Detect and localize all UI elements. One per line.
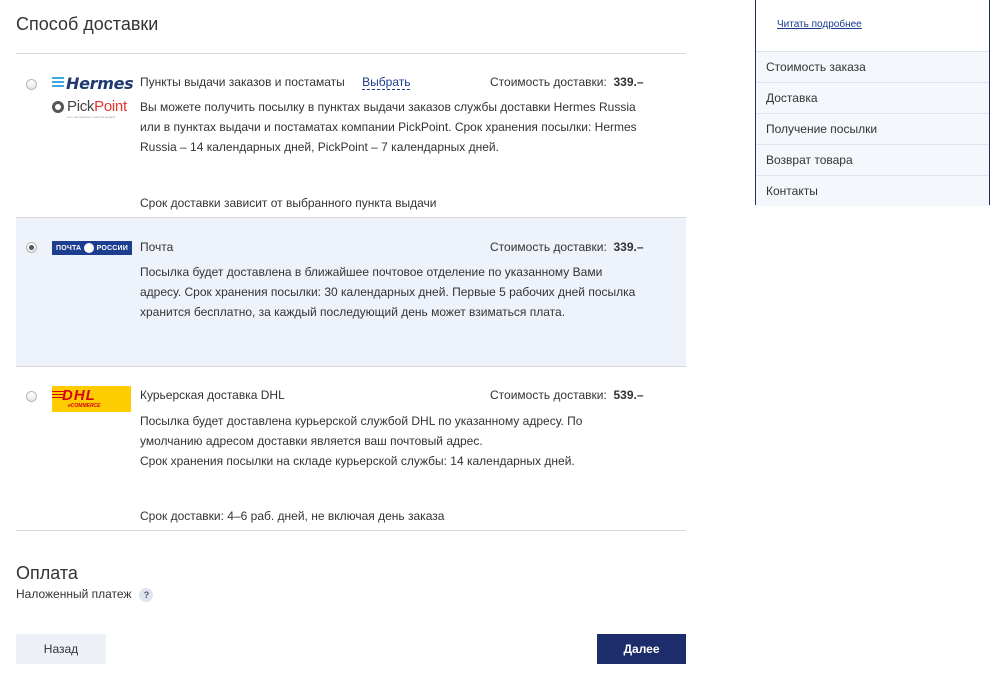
info-sidebar: [755, 0, 990, 205]
sidebar-item-returns[interactable]: Возврат товара: [756, 144, 989, 175]
option-name: Пункты выдачи заказов и постаматы: [140, 75, 345, 89]
divider: [16, 530, 686, 531]
option-title-pickup-points: [140, 75, 410, 89]
delivery-cost: Стоимость доставки: 339.–: [490, 75, 644, 89]
hermes-logo: Hermes: [52, 74, 132, 92]
delivery-cost: Стоимость доставки: 339.–: [490, 240, 644, 254]
radio-pickup-points[interactable]: [26, 79, 37, 90]
help-icon[interactable]: ?: [139, 588, 153, 602]
payment-method: Наложенный платеж ?: [16, 587, 153, 602]
delivery-cost: Стоимость доставки: 539.–: [490, 388, 644, 402]
option-title-dhl: Курьерская доставка DHL: [140, 388, 285, 402]
sidebar-item-receiving[interactable]: Получение посылки: [756, 113, 989, 144]
delivery-section-title: Способ доставки: [16, 14, 159, 34]
next-button[interactable]: Далее: [597, 634, 686, 664]
sidebar-item-delivery[interactable]: Доставка: [756, 82, 989, 113]
delivery-cost-value: 539.–: [613, 388, 644, 402]
delivery-time-note: Срок доставки зависит от выбранного пункта выдачи: [140, 196, 437, 210]
delivery-option-post[interactable]: [16, 218, 686, 366]
eagle-emblem-icon: [84, 243, 94, 253]
sidebar-item-order-cost[interactable]: Стоимость заказа: [756, 51, 989, 82]
option-description: Посылка будет доставлена в ближайшее почтовое отделение по указанному Вами адресу. Срок хранения посылки: 30 календарных дней. Первые 5 рабочих дней посылка хранится бесплатно, за каждый последующий день может взиматься плата.: [140, 265, 636, 319]
sidebar-menu: [756, 51, 989, 206]
delivery-option-dhl[interactable]: [16, 367, 686, 530]
radio-dhl[interactable]: [26, 391, 37, 402]
russian-post-logo: ПОЧТА РОССИИ: [52, 241, 132, 255]
option-title-post: Почта: [140, 240, 174, 254]
delivery-cost-value: 339.–: [613, 75, 644, 89]
read-more-link[interactable]: Читать подробнее: [777, 19, 862, 30]
payment-section-title: Оплата: [16, 563, 78, 583]
delivery-time-note: Срок доставки: 4–6 раб. дней, не включая день заказа: [140, 509, 445, 523]
option-description: Вы можете получить посылку в пунктах выдачи заказов службы доставки Hermes Russia или в пунктах выдачи и постаматах компании PickPoint. Срок хранения посылки: Hermes Russia – 14 календарных дней, PickPoint – 7 календарных дней.: [140, 100, 637, 154]
option-description: Посылка будет доставлена курьерской службой DHL по указанному адресу. По умолчанию адресом доставки является ваш почтовый адрес.: [140, 414, 583, 448]
pickpoint-logo: PickPoint сеть постаматов и пунктов выдачи: [52, 98, 132, 120]
radio-post[interactable]: [26, 242, 37, 253]
choose-pickup-point-link[interactable]: Выбрать: [362, 75, 411, 89]
dhl-logo: DHL eCOMMERCE: [52, 386, 131, 412]
back-button[interactable]: Назад: [16, 634, 106, 664]
delivery-cost-value: 339.–: [613, 240, 644, 254]
delivery-option-pickup-points[interactable]: [16, 54, 686, 217]
option-description-storage: Срок хранения посылки на складе курьерской службы: 14 календарных дней.: [140, 454, 575, 468]
sidebar-item-contacts[interactable]: Контакты: [756, 175, 989, 206]
